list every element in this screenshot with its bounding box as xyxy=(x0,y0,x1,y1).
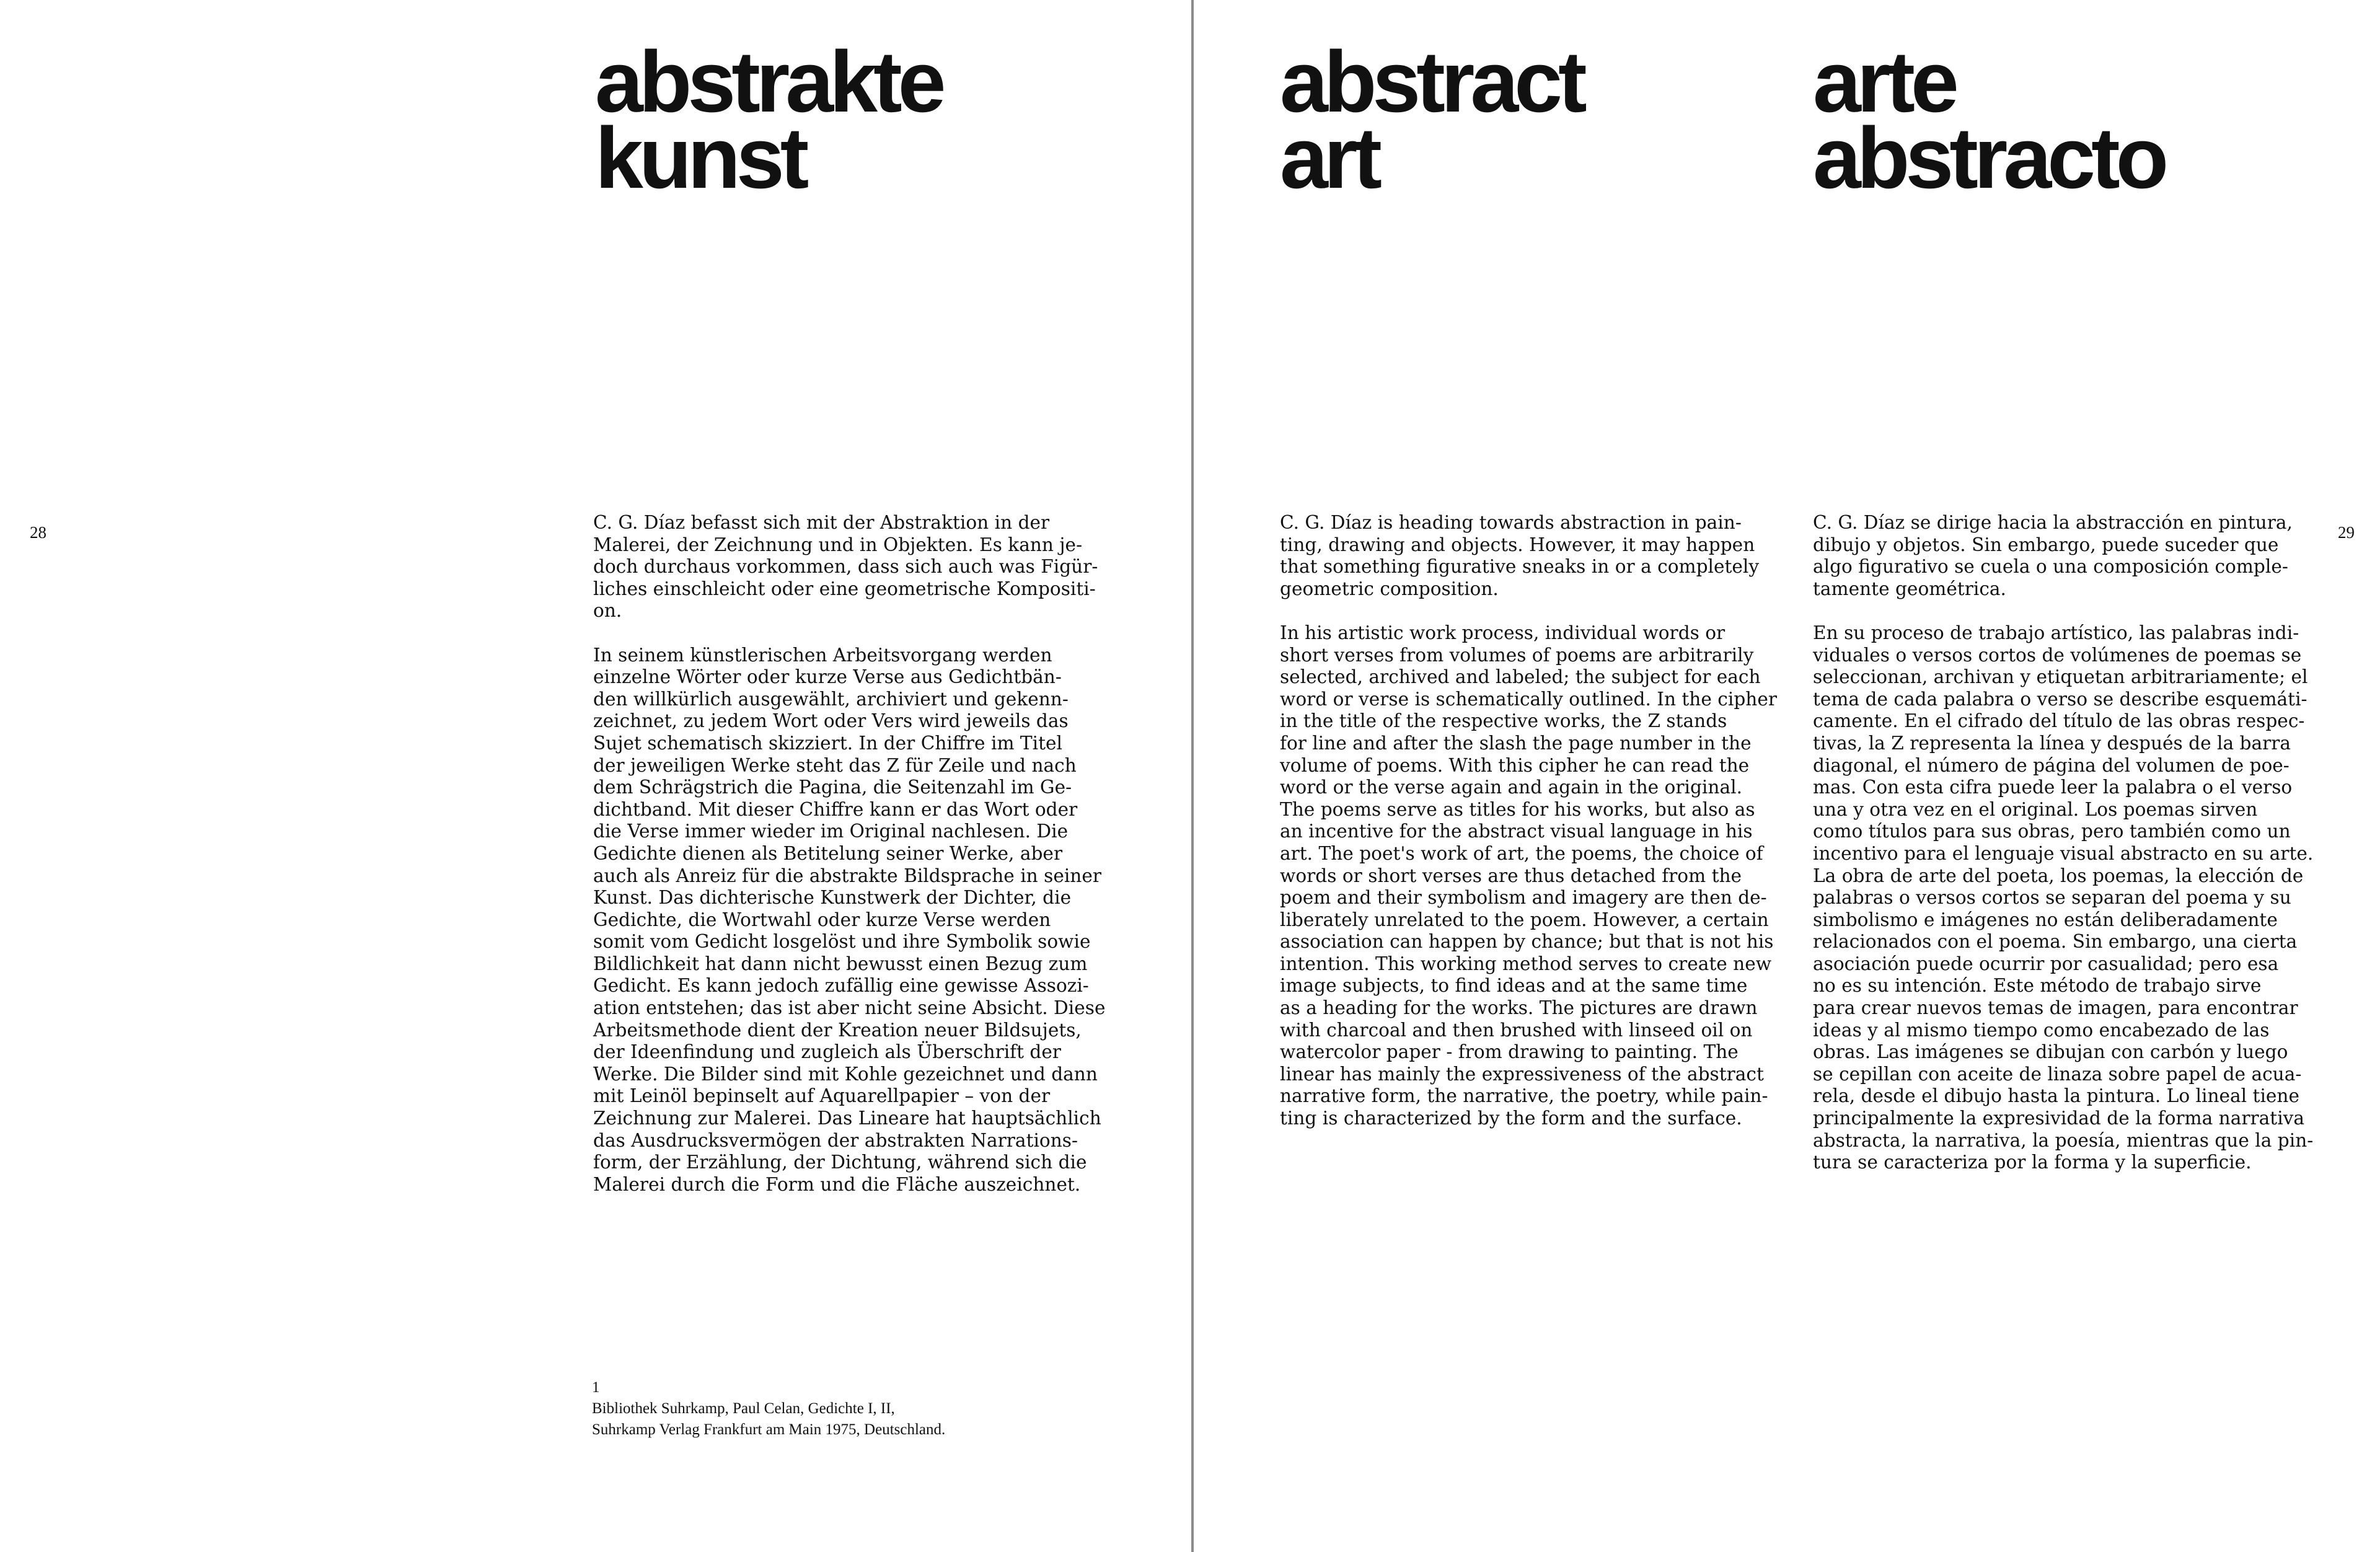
paragraph-german-2: In seinem künstlerischen Arbeitsvorgang werden einzelne Wörter oder kurze Verse aus Gedichtbän- den willkürlich ausgewählt, archiviert und gekenn- zeichnet, zu jedem Wort oder Vers wird jeweils das Sujet schematisch skizziert. In der Chiffre im Titel der jeweiligen Werke steht das Z für Zeile und nach dem Schrägstrich die Pagina, die Seitenzahl im Ge- dichtband. Mit dieser Chiffre kann er das Wort oder die Verse immer wieder im Original nachlesen. Die Gedichte dienen als Betitelung seiner Werke, aber auch als Anreiz für die abstrakte Bildsprache in seiner Kunst. Das dichterische Kunstwerk der Dichter, die Gedichte, die Wortwahl oder kurze Verse werden somit vom Gedicht losgelöst und ihre Symbolik sowie Bildlichkeit hat dann nicht bewusst einen Bezug zum Gedicht. Es kann jedoch zufällig eine gewisse Assozi- ation entstehen; das ist aber nicht seine Absicht. Diese Arbeitsmethode dient der Kreation neuer Bildsujets, der Ideenfindung und zugleich als Überschrift der Werke. Die Bilder sind mit Kohle gezeichnet und dann mit Leinöl bepinselt auf Aquarellpapier – von der Zeichnung zur Malerei. Das Lineare hat hauptsächlich das Ausdrucksvermögen der abstrakten Narrations- form, der Erzählung, der Dichtung, während sich die Malerei durch die Form und die Fläche auszeichnet. xyxy=(593,644,1106,1195)
title-spanish-line-2: abstracto xyxy=(1813,109,2165,206)
body-text-english xyxy=(1280,512,1813,1152)
title-english-line-2: art xyxy=(1280,109,1378,206)
page-gutter xyxy=(1191,0,1194,1552)
paragraph-english-2: In his artistic work process, individual words or short verses from volumes of poems are arbitrarily selected, archived and labeled; the subject for each word or verse is schematically outlined. In the cipher in the title of the respective works, the Z stands for line and after the slash the page number in the volume of poems. With this cipher he can read the word or the verse again and again in the original. The poems serve as titles for his works, but also as an incentive for the abstract visual language in his art. The poet's work of art, the poems, the choice of words or short verses are thus detached from the poem and their symbolism and imagery are then de- liberately unrelated to the poem. However, a certain association can happen by chance; but that is not his intention. This working method serves to create new image subjects, to find ideas and at the same time as a heading for the works. The pictures are drawn with charcoal and then brushed with linseed oil on watercolor paper - from drawing to painting. The linear has mainly the expressiveness of the abstract narrative form, the narrative, the poetry, while pain- ting is characterized by the form and the surface. xyxy=(1280,622,1777,1129)
title-spanish xyxy=(1813,33,2165,206)
title-german xyxy=(595,33,942,206)
footnote-line-1: Bibliothek Suhrkamp, Paul Celan, Gedichte I, II, xyxy=(592,1400,895,1417)
paragraph-english-1: C. G. Díaz is heading towards abstraction in pain- ting, drawing and objects. However, it may happen that something figurative sneaks in or a completely geometric composition. xyxy=(1280,512,1760,599)
title-german-line-2: kunst xyxy=(595,109,805,206)
body-text-german xyxy=(593,512,1126,1218)
title-german-line-1: abstrakte xyxy=(595,33,942,130)
body-text-spanish xyxy=(1813,512,2346,1196)
page-number-left: 28 xyxy=(30,523,46,542)
title-english-line-1: abstract xyxy=(1280,33,1583,130)
paragraph-german-1: C. G. Díaz befasst sich mit der Abstraktion in der Malerei, der Zeichnung und in Objekten. Es kann je- doch durchaus vorkommen, dass sich auch was Figür- liches einschleicht oder eine geometrische Kompositi- on. xyxy=(593,512,1098,622)
footnote xyxy=(592,1377,1150,1440)
paragraph-spanish-1: C. G. Díaz se dirige hacia la abstracción en pintura, dibujo y objetos. Sin embargo, puede suceder que algo figurativo se cuela o una composición comple- tamente geométrica. xyxy=(1813,512,2293,599)
footnote-number: 1 xyxy=(592,1379,600,1396)
page-number-right: 29 xyxy=(2338,523,2355,542)
title-spanish-line-1: arte xyxy=(1813,33,1955,130)
paragraph-spanish-2: En su proceso de trabajo artístico, las palabras indi- viduales o versos cortos de volúmenes de poemas se seleccionan, archivan y etiquetan arbitrariamente; el tema de cada palabra o verso se describe esquemáti- camente. En el cifrado del título de las obras respec- tivas, la Z representa la línea y después de la barra diagonal, el número de página del volumen de poe- mas. Con esta cifra puede leer la palabra o el verso una y otra vez en el original. Los poemas sirven como títulos para sus obras, pero también como un incentivo para el lenguaje visual abstracto en su arte. La obra de arte del poeta, los poemas, la elección de palabras o versos cortos se separan del poema y su simbolismo e imágenes no están deliberadamente relacionados con el poema. Sin embargo, una cierta asociación puede ocurrir por casualidad; pero esa no es su intención. Este método de trabajo sirve para crear nuevos temas de imagen, para encontrar ideas y al mismo tiempo como encabezado de las obras. Las imágenes se dibujan con carbón y luego se cepillan con aceite de linaza sobre papel de acua- rela, desde el dibujo hasta la pintura. Lo lineal tiene principalmente la expresividad de la forma narrativa abstracta, la narrativa, la poesía, mientras que la pin- tura se caracteriza por la forma y la superficie. xyxy=(1813,622,2314,1173)
title-english xyxy=(1280,33,1583,206)
footnote-line-2: Suhrkamp Verlag Frankfurt am Main 1975, Deutschland. xyxy=(592,1421,946,1438)
